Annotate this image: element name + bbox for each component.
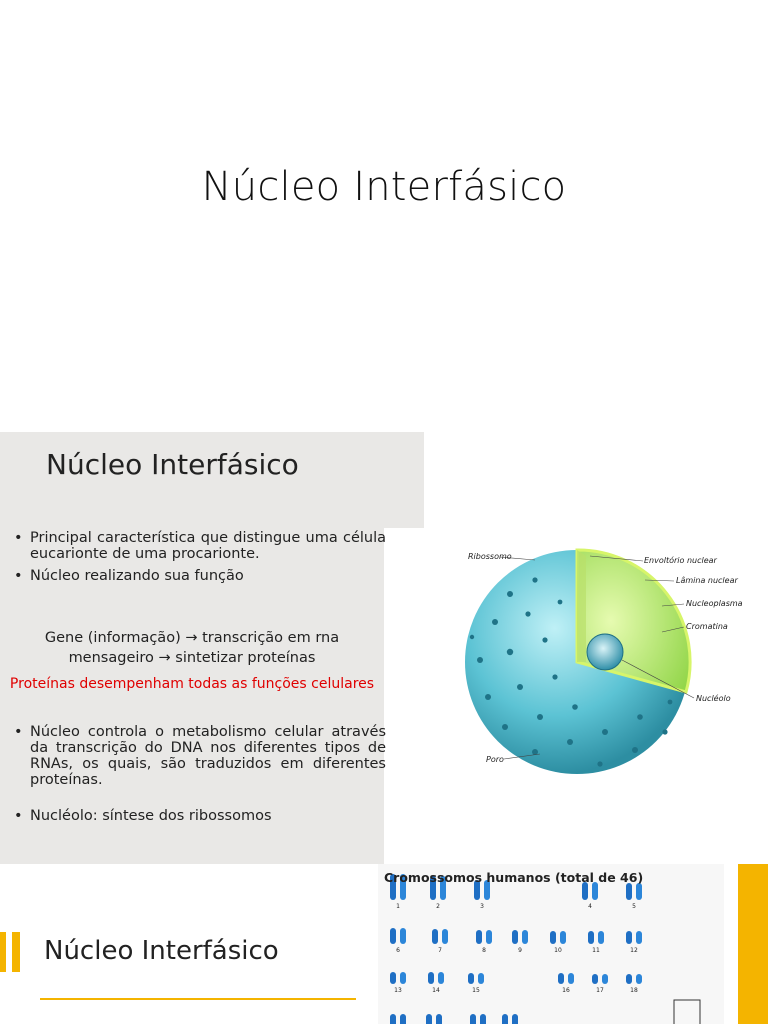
flow-line: Gene (informação) → transcrição em rna <box>44 630 340 646</box>
chromosome-pair-15 <box>468 973 484 994</box>
chromosome <box>478 973 484 984</box>
chromosome <box>626 883 632 900</box>
chromosome-pair-14 <box>428 972 444 994</box>
chromosome-number: 4 <box>588 903 592 910</box>
label-poro: Poro <box>486 755 504 764</box>
chromosome-pair-9 <box>512 930 528 954</box>
chromosome <box>400 972 406 984</box>
chromosome-pair-12 <box>626 931 642 954</box>
chromosome <box>468 973 474 984</box>
label-ribossomo: Ribossomo <box>468 552 512 561</box>
chromosome-row-partial <box>390 1000 700 1024</box>
nucleus-diagram <box>440 542 760 802</box>
chromosome-number: 11 <box>592 947 600 954</box>
chromosome <box>442 929 448 944</box>
chromosome-pair-11 <box>588 931 604 954</box>
chromosome <box>636 931 642 944</box>
bullet-list-metabolism <box>14 724 386 788</box>
chromosome <box>438 972 444 984</box>
bullet-item: • Nucléolo: síntese dos ribossomos <box>14 808 386 824</box>
chromosome <box>390 928 396 944</box>
label-lamina: Lâmina nuclear <box>676 576 738 585</box>
chromosome-number: 3 <box>480 903 484 910</box>
chromosome <box>636 974 642 984</box>
chromosome-number: 15 <box>472 987 480 994</box>
chromosome-number: 7 <box>438 947 442 954</box>
chromosome-number: 18 <box>630 987 638 994</box>
karyotype-title: Cromossomos humanos (total de 46) <box>384 870 644 885</box>
flow-line: mensageiro → sintetizar proteínas <box>68 650 316 666</box>
bullet-list-nucleolus <box>14 808 386 824</box>
chromosome-number: 2 <box>436 903 440 910</box>
label-nucleoplasma: Nucleoplasma <box>686 599 743 608</box>
chromosome-number: 8 <box>482 947 486 954</box>
bullet-item: • Núcleo controla o metabolismo celular através da transcrição do DNA nos diferentes tipos de RNAs, os quais, são traduzidos em diferentes proteínas. <box>14 724 386 788</box>
slide1-title: Núcleo Interfásico <box>201 164 567 210</box>
slide-karyotype <box>0 864 768 1024</box>
chromosome-pair-17 <box>592 974 608 994</box>
chromosome-pair-6 <box>390 928 406 954</box>
slide3-title: Núcleo Interfásico <box>44 936 279 966</box>
chromosome <box>568 973 574 984</box>
chromosome <box>486 930 492 944</box>
chromosome-number: 1 <box>396 903 400 910</box>
chromosome-pair-8 <box>476 930 492 954</box>
bullet-item: • Principal característica que distingue uma célula eucarionte de uma procarionte. <box>14 530 386 562</box>
label-envoltorio: Envoltório nuclear <box>644 556 717 565</box>
gene-flow-text <box>0 628 384 668</box>
karyotype-chart <box>378 864 724 1024</box>
chromosome-pair-5 <box>626 883 642 910</box>
chromosome-number: 10 <box>554 947 562 954</box>
chromosome-number: 6 <box>396 947 400 954</box>
slide2-title: Núcleo Interfásico <box>46 448 299 481</box>
chromosome-number: 14 <box>432 987 440 994</box>
bullet-item: • Núcleo realizando sua função <box>14 568 386 584</box>
bullet-list-intro <box>14 530 386 584</box>
chromosome-number: 5 <box>632 903 636 910</box>
title-underline <box>40 998 356 1000</box>
chromosome <box>550 931 556 944</box>
nucleus-illustration <box>440 542 760 802</box>
chromosome <box>512 930 518 944</box>
chromosome <box>432 929 438 944</box>
chromosome <box>428 972 434 984</box>
accent-sidebar <box>738 864 768 1024</box>
chromosome <box>598 931 604 944</box>
chromosome <box>390 972 396 984</box>
highlight-text: Proteínas desempenham todas as funções celulares <box>9 676 375 692</box>
chromosome-number: 9 <box>518 947 522 954</box>
panel-edge <box>384 528 424 864</box>
slide-nucleus-content <box>0 432 768 864</box>
chromosome-pair-4 <box>582 882 598 910</box>
chromosome <box>626 931 632 944</box>
chromosome-pair-7 <box>432 929 448 954</box>
karyotype-figure <box>378 864 724 1024</box>
chromosome-number: 13 <box>394 987 402 994</box>
chromosome <box>476 930 482 944</box>
chromosome-pair-13 <box>390 972 406 994</box>
chromosome-pair-16 <box>558 973 574 994</box>
chromosome <box>558 973 564 984</box>
chromosome <box>588 931 594 944</box>
chromosome-pair-18 <box>626 974 642 994</box>
chromosome-number: 16 <box>562 987 570 994</box>
label-cromatina: Cromatina <box>686 622 728 631</box>
chromosome <box>522 930 528 944</box>
chromosome-pair-10 <box>550 931 566 954</box>
label-nucleolo: Nucléolo <box>696 694 731 703</box>
chromosome <box>400 928 406 944</box>
chromosome-number: 12 <box>630 947 638 954</box>
chromosome <box>560 931 566 944</box>
chromosome <box>626 974 632 984</box>
nucleolus-shape <box>587 634 623 670</box>
chromosome-number: 17 <box>596 987 604 994</box>
slide-title <box>0 0 768 432</box>
chromosome <box>592 974 598 984</box>
chromosome <box>602 974 608 984</box>
chromosome <box>636 883 642 900</box>
